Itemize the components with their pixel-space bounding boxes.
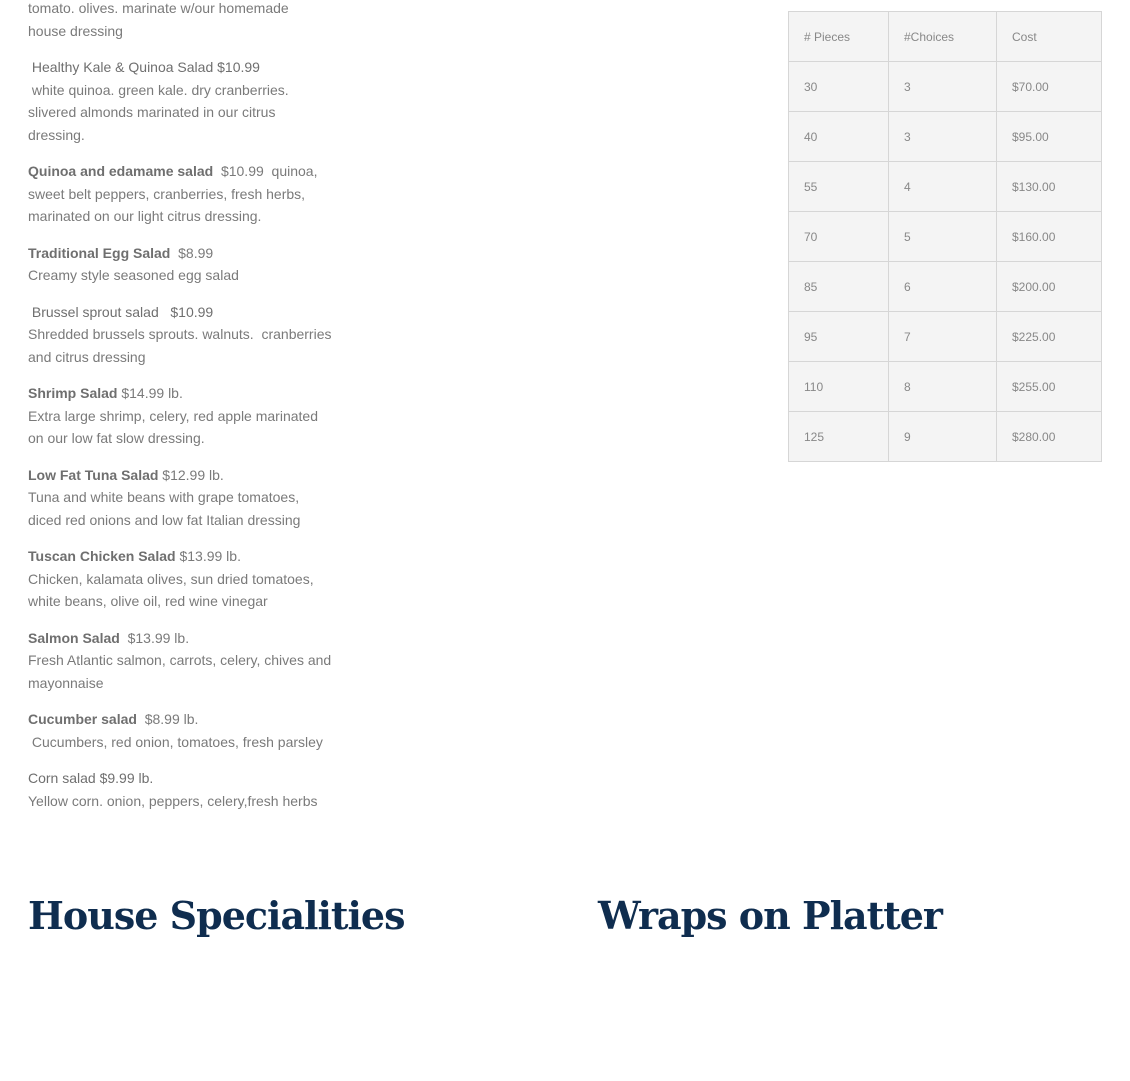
pricing-table-row [789, 162, 1102, 212]
menu-item-name: Low Fat Tuna Salad [28, 466, 159, 483]
wraps-on-platter-heading: Wraps on Platter [598, 893, 942, 938]
menu-item-description: mayonnaise [28, 674, 104, 691]
pricing-table-row [789, 312, 1102, 362]
menu-item-description: Creamy style seasoned egg salad [28, 267, 239, 283]
pricing-table-row [789, 262, 1102, 312]
menu-item [28, 382, 348, 450]
menu-item-title-line [28, 242, 348, 265]
menu-item-title-line [28, 301, 348, 324]
menu-item-price: $8.99 [170, 244, 214, 261]
cost-column-header: Cost [997, 12, 1102, 62]
menu-item-name: Cucumber salad [28, 711, 137, 727]
menu-item [28, 545, 348, 613]
pieces-cell: 85 [789, 262, 889, 312]
menu-item-description: Tuna and white beans with grape tomatoes, [28, 489, 300, 505]
menu-item-name: Quinoa and edamame salad [28, 163, 214, 179]
pieces-column-header: # Pieces [789, 12, 889, 62]
menu-item [28, 160, 348, 228]
pieces-cell: 70 [789, 212, 889, 262]
menu-item-price: $14.99 lb. [117, 385, 183, 401]
salad-menu-list [28, 0, 348, 826]
pricing-table-header-row [789, 12, 1102, 62]
menu-item-title-line [28, 160, 348, 183]
cost-cell: $70.00 [997, 62, 1102, 112]
choices-cell: 4 [889, 162, 997, 212]
pieces-cell: 125 [789, 412, 889, 462]
menu-item [28, 301, 348, 369]
menu-item-title-line [28, 545, 348, 568]
menu-item-description: slivered almonds marinated in our citrus [28, 104, 276, 120]
menu-item-title-line [28, 56, 348, 79]
cost-cell: $255.00 [997, 362, 1102, 412]
choices-cell: 3 [889, 62, 997, 112]
menu-item-name: Corn salad $9.99 lb. [28, 770, 154, 786]
menu-item-name: Salmon Salad [28, 629, 120, 646]
menu-item-description: tomato. olives. marinate w/our homemade [28, 0, 289, 16]
pieces-cell: 95 [789, 312, 889, 362]
menu-item-title-line [28, 382, 348, 405]
pieces-cell: 55 [789, 162, 889, 212]
pricing-table-row [789, 62, 1102, 112]
platter-pricing-table [788, 11, 1102, 462]
pieces-cell: 110 [789, 362, 889, 412]
menu-item-price: $13.99 lb. [175, 548, 241, 564]
menu-item-name: Traditional Egg Salad [28, 244, 171, 261]
menu-item-description: marinated on our light citrus dressing. [28, 208, 262, 224]
menu-item [28, 767, 348, 812]
pieces-cell: 30 [789, 62, 889, 112]
menu-item-description: sweet belt peppers, cranberries, fresh herbs, [28, 185, 306, 202]
cost-cell: $130.00 [997, 162, 1102, 212]
menu-item-description: dressing. [28, 126, 85, 143]
menu-item-price: $13.99 lb. [119, 629, 190, 646]
cost-cell: $225.00 [997, 312, 1102, 362]
choices-cell: 3 [889, 112, 997, 162]
cost-cell: $95.00 [997, 112, 1102, 162]
menu-item-description: Yellow corn. onion, peppers, celery,fresh herbs [28, 792, 318, 809]
menu-item-description: house dressing [28, 22, 123, 39]
menu-item-title-line [28, 767, 348, 790]
menu-item-name: Healthy Kale & Quinoa Salad $10.99 [28, 59, 260, 75]
cost-cell: $160.00 [997, 212, 1102, 262]
menu-item-description: diced red onions and low fat Italian dressing [28, 511, 301, 528]
menu-item-description: white quinoa. green kale. dry cranberries. [28, 81, 289, 98]
menu-item [28, 627, 348, 695]
pricing-table-row [789, 412, 1102, 462]
choices-cell: 9 [889, 412, 997, 462]
menu-item [28, 464, 348, 532]
cost-cell: $280.00 [997, 412, 1102, 462]
choices-cell: 5 [889, 212, 997, 262]
menu-item-name: Brussel sprout salad $10.99 [28, 303, 214, 320]
menu-item-description: on our low fat slow dressing. [28, 430, 205, 446]
menu-item [28, 708, 348, 753]
menu-item [28, 242, 348, 287]
menu-item-title-line [28, 708, 348, 731]
choices-cell: 6 [889, 262, 997, 312]
menu-item-description: Cucumbers, red onion, tomatoes, fresh parsley [28, 733, 323, 750]
choices-cell: 8 [889, 362, 997, 412]
menu-item-title-line [28, 627, 348, 650]
menu-item-description: and citrus dressing [28, 348, 146, 365]
choices-cell: 7 [889, 312, 997, 362]
choices-column-header: #Choices [889, 12, 997, 62]
menu-item-name: Tuscan Chicken Salad [28, 548, 176, 564]
pricing-table-row [789, 112, 1102, 162]
house-specialities-heading: House Specialities [28, 893, 405, 938]
menu-item-title-line [28, 464, 348, 487]
menu-item-name: Shrimp Salad [28, 385, 118, 401]
pricing-table-row [789, 362, 1102, 412]
menu-item-description: Fresh Atlantic salmon, carrots, celery, chives and [28, 652, 332, 668]
menu-item [28, 56, 348, 146]
menu-item-price: $12.99 lb. [158, 466, 224, 483]
cost-cell: $200.00 [997, 262, 1102, 312]
menu-item-price: $10.99 quinoa, [213, 163, 318, 179]
pricing-table-row [789, 212, 1102, 262]
menu-item-description: white beans, olive oil, red wine vinegar [28, 593, 268, 609]
pieces-cell: 40 [789, 112, 889, 162]
menu-item-price: $8.99 lb. [136, 711, 199, 727]
menu-item-description: Chicken, kalamata olives, sun dried tomatoes, [28, 570, 314, 587]
menu-item-description: Shredded brussels sprouts. walnuts. cranberries [28, 326, 332, 342]
menu-item [28, 0, 348, 42]
menu-item-description: Extra large shrimp, celery, red apple marinated [28, 407, 318, 424]
